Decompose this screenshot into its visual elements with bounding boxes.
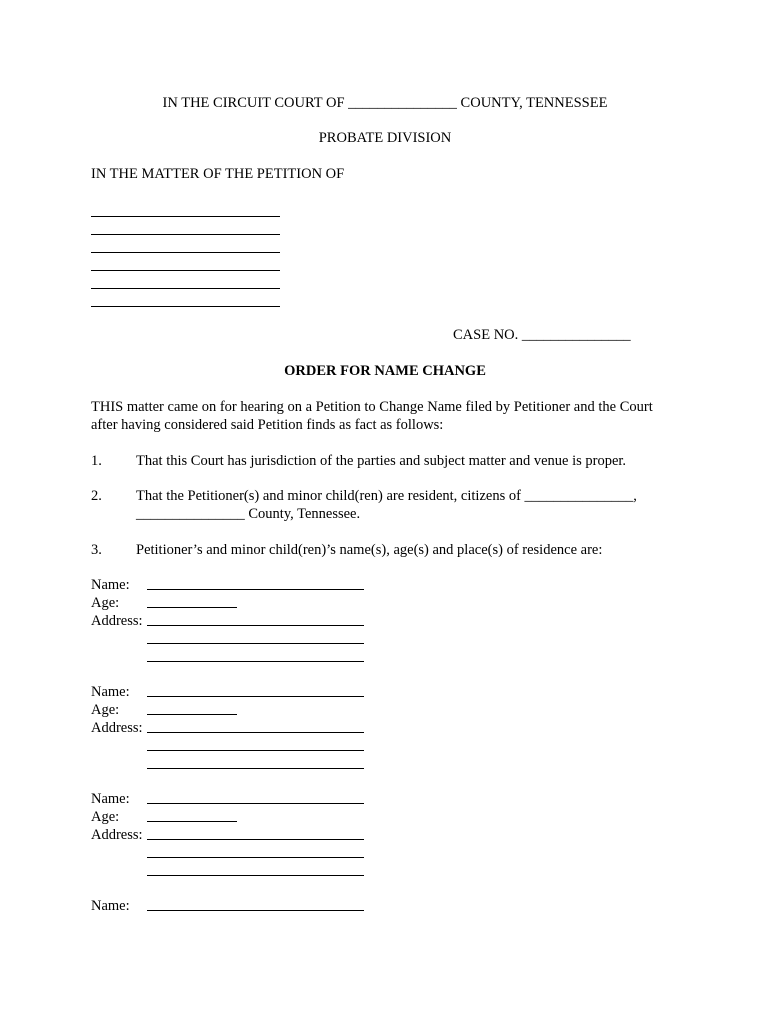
petitioner-blank-line[interactable] bbox=[91, 306, 280, 307]
name-label: Name: bbox=[91, 898, 130, 914]
address-field[interactable] bbox=[147, 768, 364, 769]
address-field[interactable] bbox=[147, 732, 364, 733]
address-field[interactable] bbox=[147, 857, 364, 858]
finding-text: Petitioner’s and minor child(ren)’s name(s), age(s) and place(s) of residence are: bbox=[136, 542, 603, 558]
name-field[interactable] bbox=[147, 589, 364, 590]
address-label: Address: bbox=[91, 720, 143, 736]
age-field[interactable] bbox=[147, 607, 237, 608]
intro-line-2: after having considered said Petition finds as fact as follows: bbox=[91, 417, 444, 433]
age-label: Age: bbox=[91, 809, 120, 825]
finding-number: 2. bbox=[91, 488, 102, 504]
age-label: Age: bbox=[91, 595, 120, 611]
name-field[interactable] bbox=[147, 696, 364, 697]
address-field[interactable] bbox=[147, 661, 364, 662]
petitioner-blank-line[interactable] bbox=[91, 270, 280, 271]
finding-number: 1. bbox=[91, 453, 102, 469]
petitioner-blank-line[interactable] bbox=[91, 252, 280, 253]
name-field[interactable] bbox=[147, 910, 364, 911]
age-field[interactable] bbox=[147, 821, 237, 822]
name-label: Name: bbox=[91, 684, 130, 700]
age-label: Age: bbox=[91, 702, 120, 718]
name-field[interactable] bbox=[147, 803, 364, 804]
address-label: Address: bbox=[91, 827, 143, 843]
name-label: Name: bbox=[91, 577, 130, 593]
finding-text: That this Court has jurisdiction of the parties and subject matter and venue is proper. bbox=[136, 453, 627, 469]
order-title: ORDER FOR NAME CHANGE bbox=[284, 363, 486, 379]
finding-text-continued: _______________ County, Tennessee. bbox=[136, 506, 361, 522]
petitioner-blank-line[interactable] bbox=[91, 216, 280, 217]
address-field[interactable] bbox=[147, 625, 364, 626]
finding-number: 3. bbox=[91, 542, 102, 558]
address-field[interactable] bbox=[147, 839, 364, 840]
case-number: CASE NO. _______________ bbox=[453, 327, 631, 343]
address-field[interactable] bbox=[147, 875, 364, 876]
petitioner-blank-line[interactable] bbox=[91, 288, 280, 289]
petitioner-blank-line[interactable] bbox=[91, 234, 280, 235]
division-heading: PROBATE DIVISION bbox=[318, 130, 452, 146]
finding-text: That the Petitioner(s) and minor child(ren) are resident, citizens of _______________, bbox=[136, 488, 637, 504]
age-field[interactable] bbox=[147, 714, 237, 715]
address-field[interactable] bbox=[147, 750, 364, 751]
matter-heading: IN THE MATTER OF THE PETITION OF bbox=[91, 166, 345, 182]
court-heading: IN THE CIRCUIT COURT OF _______________ COUNTY, TENNESSEE bbox=[162, 95, 608, 111]
intro-line-1: THIS matter came on for hearing on a Petition to Change Name filed by Petitioner and the Court bbox=[91, 399, 653, 415]
address-field[interactable] bbox=[147, 643, 364, 644]
name-label: Name: bbox=[91, 791, 130, 807]
address-label: Address: bbox=[91, 613, 143, 629]
